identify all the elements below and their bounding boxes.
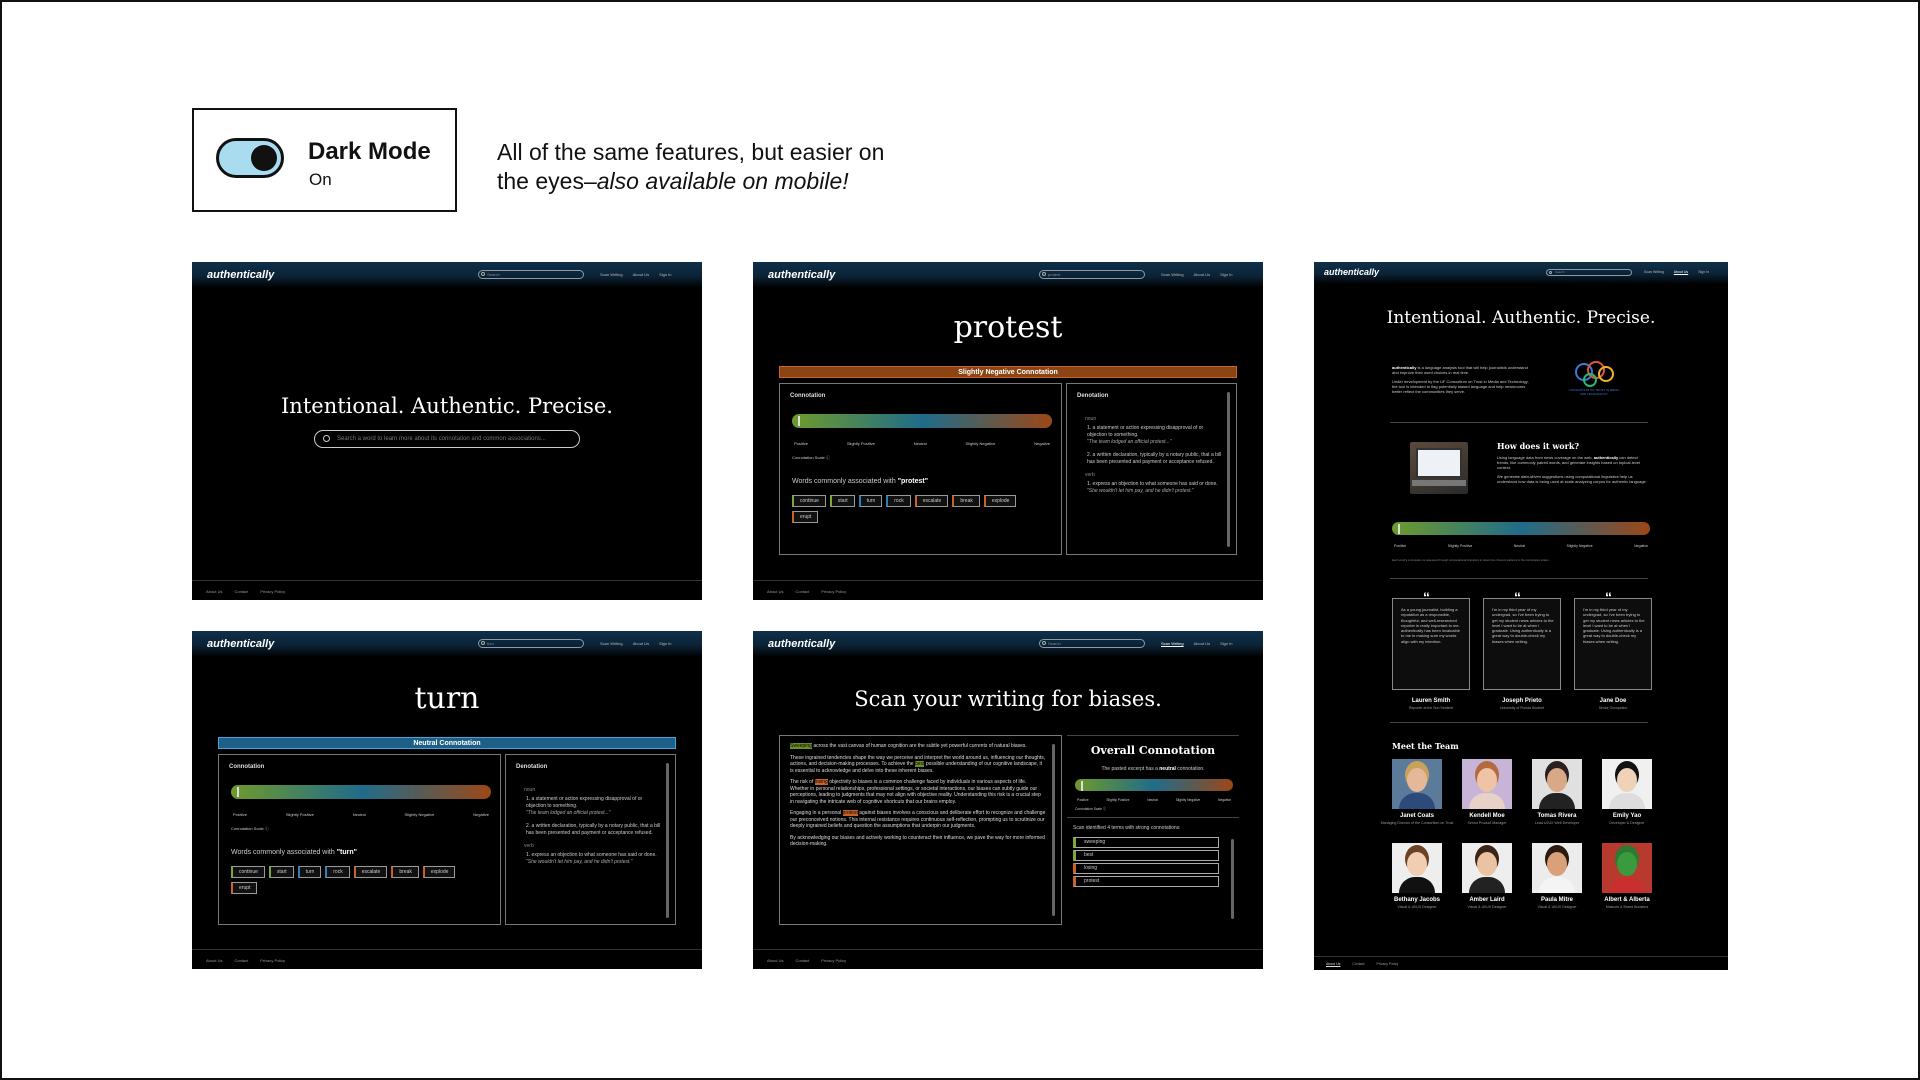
word-chip[interactable]: escalate (915, 495, 949, 507)
connotation-gradient-bar (231, 785, 491, 799)
testimonial-card: “ As a young journalist, building a reputation as a responsible, thoughtful, and well-researched reporter is really important to me. authentically has been invaluable to me in making sure my words align with my intention. (1392, 598, 1470, 690)
navbar (753, 631, 1263, 657)
nav-link-signin[interactable]: Sign In (1220, 641, 1233, 646)
dark-mode-state: On (309, 170, 332, 189)
term-item[interactable]: best (1073, 850, 1219, 861)
logo[interactable]: authentically (768, 638, 836, 650)
nav-search-input[interactable]: Search (478, 270, 584, 279)
team-member-role: Mascots & Brand Boosters (1605, 905, 1649, 909)
nav-link-scan[interactable]: Scan Writing (600, 641, 623, 646)
search-icon (323, 435, 330, 442)
word-title: turn (414, 681, 480, 716)
testimonial-card: “ I'm in my third year of my undergrad, so I've been trying to get my student news articles to the level I want to be at when I graduate. Using authentically is a great way to double-check my biases when writing. (1483, 598, 1561, 690)
footer (192, 580, 702, 600)
search-icon (1042, 272, 1046, 276)
footer (753, 580, 1263, 600)
team-member-role: Lead UI/UX Web Developer (1534, 821, 1580, 825)
associated-words-heading: Words commonly associated with "turn" (231, 849, 357, 856)
about-headline: Intentional. Authentic. Precise. (1386, 308, 1656, 328)
term-item[interactable]: losing (1073, 863, 1219, 874)
footer (1314, 956, 1728, 970)
overall-connotation-heading: Overall Connotation (1090, 744, 1216, 757)
quote-open-icon: “ (1605, 589, 1612, 605)
nav-links (1151, 272, 1233, 277)
denotation-text: noun 1. a statement or action expressing disapproval of or objection to something. "The team lodged an official protest..." 2. a written declaration, typically by a notary public, that a bill has been presented and payment or acceptance refused. verb 1. express an objection to what someone has said or done. "She wouldn't let him pay, and he didn't protest." (1085, 416, 1222, 494)
dark-mode-title: Dark Mode (308, 138, 431, 165)
word-chip[interactable]: break (391, 866, 419, 878)
nav-link-about[interactable]: About Us (1193, 641, 1211, 646)
footer-privacy[interactable]: Privacy Policy (260, 958, 286, 963)
word-chip[interactable]: start (269, 866, 294, 878)
hero-search-input[interactable]: Search a word to learn more about its connotation and common associations... (314, 430, 580, 448)
team-photo (1392, 843, 1442, 893)
nav-search-input[interactable]: Search (1546, 269, 1632, 276)
scan-headline: Scan your writing for biases. (854, 687, 1162, 711)
footer-privacy[interactable]: Privacy Policy (260, 589, 286, 594)
word-chip[interactable]: erupt (231, 882, 257, 894)
testimonial-role: Reporter at the Sun Sentinel (1408, 706, 1454, 710)
team-member-name: Tomas Rivera (1537, 813, 1577, 819)
nav-search-input[interactable]: protest (1039, 270, 1145, 279)
switch-knob (251, 145, 277, 171)
footer-about[interactable]: About Us (206, 589, 223, 594)
scan-text-panel[interactable] (779, 735, 1062, 925)
footer-privacy[interactable]: Privacy Policy (821, 958, 847, 963)
about-intro: authentically is a language analysis tool that will help journalists understand and improve their word choices in real time. Under development by the UF Consortium on Trust in Media and Technology, the tool is intended to flag potentially biased language and help newsrooms better reflect the communities they serve. (1392, 365, 1529, 394)
word-chip[interactable]: continue (792, 495, 826, 507)
team-member-role: Developer & Designer (1609, 821, 1645, 825)
footer (753, 949, 1263, 969)
connotation-scale-labels: Positive Slightly Positive Neutral Slightly Negative Negative (794, 441, 1050, 446)
screen-home (192, 262, 702, 600)
nav-links (1151, 641, 1233, 646)
word-chip[interactable]: turn (298, 866, 322, 878)
overall-scale-labels: Positive Slightly Positive Neutral Slightly Negative Negative (1077, 798, 1231, 802)
team-member-name: Amber Laird (1469, 897, 1505, 903)
terms-scrollbar[interactable] (1231, 839, 1234, 919)
footer-about[interactable]: About Us (206, 958, 223, 963)
word-chip[interactable]: rock (886, 495, 910, 507)
denotation-text: noun 1. a statement or action expressing disapproval of or objection to something. "The team lodged an official protest..." 2. a written declaration, typically by a notary public, that a bill has been presented and payment or acceptance refused. verb 1. express an objection to what someone has said or done. "She wouldn't let him pay, and he didn't protest." (524, 787, 661, 865)
team-photo (1462, 759, 1512, 809)
terms-heading: Scan identified 4 terms with strong connotations: (1073, 825, 1181, 831)
team-member-name: Paula Mitre (1540, 897, 1573, 903)
term-item[interactable]: protest (1073, 876, 1219, 887)
overall-divider (1067, 817, 1239, 818)
word-chip[interactable]: explode (423, 866, 456, 878)
nav-link-scan[interactable]: Scan Writing (1161, 641, 1184, 646)
overall-scale-info[interactable]: Connotation Scale ⓘ (1075, 807, 1107, 811)
connotation-banner: Slightly Negative Connotation (779, 366, 1237, 378)
team-heading: Meet the Team (1392, 741, 1459, 751)
scan-text: Sweeping across the vast canvas of human cognition are the subtle yet powerful currents of natural biases. These ingrained tendencies shape the way we perceive and interpret the world around us, influencing our thoughts, actions, and decision-making processes. To achieve the best possible understanding of our cognitive landscape, it is essential to acknowledge and delve into these inherent biases. The risk of losing objectivity to biases is a common challenge faced by individuals in various aspects of life. Whether in personal relationships, professional settings, or societal interactions, our biases can subtly guide our perceptions, leading to judgments that may not align with objective reality. Understanding this risk is a crucial step in navigating the intricate web of cognitive shortcuts that our brains employ. Engaging in a personal protest against biases involves a conscious and deliberate effort to recognize and challenge our preconceived notions. This internal resistance requires continuous self-reflection, prompting us to scrutinize our deeply ingrained beliefs and question the assumptions that underpin our judgments. By acknowledging our biases and actively working to counteract their influence, we pave the way for more informed decision-making. (790, 743, 1046, 847)
footer-about[interactable]: About Us (767, 589, 784, 594)
quote-open-icon: “ (1423, 589, 1430, 605)
team-photo (1462, 843, 1512, 893)
search-icon (481, 272, 485, 276)
testimonial-role: University of Florida Student (1500, 706, 1544, 710)
word-chip[interactable]: explode (984, 495, 1017, 507)
denotation-scrollbar[interactable] (1227, 392, 1230, 547)
nav-search-input[interactable]: Search (1039, 639, 1145, 648)
word-chip[interactable]: continue (231, 866, 265, 878)
logo[interactable]: authentically (1324, 267, 1380, 277)
word-chip[interactable]: erupt (792, 511, 818, 523)
connotation-scale-labels: Positive Slightly Positive Neutral Slightly Negative Negative (233, 812, 489, 817)
footer-privacy[interactable]: Privacy Policy (821, 589, 847, 594)
nav-link-scan[interactable]: Scan Writing (600, 272, 623, 277)
highlight-sweeping[interactable]: Sweeping (790, 743, 812, 749)
word-chip[interactable]: turn (859, 495, 883, 507)
team-member-role: Managing Director of the Consortium on Trust (1380, 821, 1454, 825)
nav-link-signin[interactable]: Sign In (659, 272, 672, 277)
about-scale-labels: Positive Slightly Positive Neutral Slightly Negative Negative (1394, 544, 1648, 548)
tagline-line1: All of the same features, but easier on (497, 139, 885, 165)
word-title: protest (953, 310, 1063, 345)
nav-links (590, 272, 672, 277)
connotation-banner: Neutral Connotation (218, 737, 676, 749)
team-member-name: Albert & Alberta (1604, 897, 1650, 903)
nav-link-signin[interactable]: Sign In (1698, 270, 1710, 274)
term-list (1073, 837, 1223, 927)
how-text: Using language data from news coverage on the web, authentically can detect trends, like commonly paired words, and generate insights based on topical-level context. We generate data-driven suggestions using computational linguistics help us understand how data is being used at scale analyzing corpus for authentic language. (1497, 455, 1647, 484)
team-photo (1602, 843, 1652, 893)
nav-search-input[interactable]: turn (478, 639, 584, 648)
highlight-best[interactable]: best (914, 761, 925, 767)
footer-contact[interactable]: Contact (234, 958, 249, 963)
logo[interactable]: authentically (207, 638, 275, 650)
team-photo (1532, 843, 1582, 893)
team-member-name: Kendell Moe (1469, 813, 1505, 819)
testimonial-role: Senior Occupation (1598, 706, 1628, 710)
team-member-name: Bethany Jacobs (1393, 897, 1441, 903)
word-chip[interactable]: break (952, 495, 980, 507)
nav-links (590, 641, 672, 646)
footer-contact[interactable]: Contact (795, 958, 810, 963)
footer (192, 949, 702, 969)
testimonial-name: Joseph Prieto (1502, 698, 1542, 704)
overall-divider-top (1067, 735, 1239, 736)
tagline-italic: also available on mobile! (596, 168, 849, 194)
tagline (497, 138, 884, 196)
connotation-scale-info[interactable]: Connotation Scale ⓘ (792, 455, 830, 460)
connotation-panel (779, 383, 1062, 555)
nav-link-signin[interactable]: Sign In (1220, 272, 1233, 277)
hero-headline: Intentional. Authentic. Precise. (281, 394, 613, 418)
footer-contact[interactable]: Contact (795, 589, 810, 594)
word-chip[interactable]: rock (325, 866, 349, 878)
footer-contact[interactable]: Contact (1352, 962, 1365, 966)
testimonial-name: Lauren Smith (1411, 698, 1451, 704)
nav-link-about[interactable]: About Us (632, 641, 650, 646)
consortium-label: CONSORTIUM ON TRUST IN MEDIA AND TECHNOLOGY (1568, 388, 1620, 396)
team-photo (1602, 759, 1652, 809)
connotation-panel (218, 754, 501, 925)
connotation-scale-info[interactable]: Connotation Scale ⓘ (231, 826, 269, 831)
footer-privacy[interactable]: Privacy Policy (1376, 962, 1399, 966)
term-item[interactable]: sweeping (1073, 837, 1219, 848)
scan-scrollbar[interactable] (1052, 744, 1055, 916)
screen-turn (192, 631, 702, 969)
denotation-panel (505, 754, 676, 925)
associated-chips (792, 495, 1032, 523)
nav-link-scan[interactable]: Scan Writing (1161, 272, 1184, 277)
team-member-name: Janet Coats (1399, 813, 1434, 819)
denotation-scrollbar[interactable] (666, 763, 669, 918)
word-chip[interactable]: start (830, 495, 855, 507)
footer-about[interactable]: About Us (767, 958, 784, 963)
connotation-heading: Connotation (790, 393, 826, 399)
scale-note: Each word's connotation is assessed through computational linguistics to determine inherent patterns in the connotative scales. (1392, 558, 1550, 562)
team-member-role: Visual & UI/UX Designer (1397, 905, 1437, 909)
denotation-heading: Denotation (516, 764, 548, 770)
team-member-role: Visual & UI/UX Designer (1537, 905, 1577, 909)
team-photo (1532, 759, 1582, 809)
footer-contact[interactable]: Contact (234, 589, 249, 594)
denotation-panel (1066, 383, 1237, 555)
word-chip[interactable]: escalate (354, 866, 388, 878)
nav-link-signin[interactable]: Sign In (659, 641, 672, 646)
search-icon (1042, 641, 1046, 645)
screen-protest (753, 262, 1263, 600)
search-icon (481, 641, 485, 645)
team-photo (1392, 759, 1442, 809)
navbar (192, 262, 702, 288)
screen-scan (753, 631, 1263, 969)
screen-about (1314, 262, 1728, 970)
nav-link-scan[interactable]: Scan Writing (1644, 270, 1664, 274)
team-member-role: Visual & UI/UX Designer (1467, 905, 1507, 909)
nav-link-about[interactable]: About Us (1673, 270, 1689, 274)
testimonial-name: Jane Doe (1599, 698, 1627, 704)
navbar (753, 262, 1263, 288)
how-heading: How does it work? (1497, 441, 1580, 451)
team-grid (1314, 262, 1728, 970)
tagline-plain: the eyes– (497, 168, 597, 194)
navbar (192, 631, 702, 657)
team-member-name: Emily Yao (1612, 813, 1642, 819)
associated-chips (231, 866, 471, 894)
dark-mode-switch[interactable] (216, 138, 284, 178)
testimonial-card: “ I'm in my third year of my undergrad, so I've been trying to get my student news articles to the level I want to be at when I graduate. Using authentically is a great way to double-check my biases when writing. (1574, 598, 1652, 690)
logo[interactable]: authentically (768, 269, 836, 281)
connotation-gradient-bar (792, 414, 1052, 428)
associated-words-heading: Words commonly associated with "protest" (792, 478, 929, 485)
footer-about[interactable]: About Us (1326, 962, 1341, 966)
overall-gradient-bar (1075, 779, 1233, 791)
connotation-heading: Connotation (229, 764, 265, 770)
highlight-losing[interactable]: losing (814, 779, 828, 785)
tagline-line2 (497, 167, 884, 196)
dark-mode-toggle-card (192, 108, 457, 212)
denotation-heading: Denotation (1077, 393, 1109, 399)
nav-link-about[interactable]: About Us (632, 272, 650, 277)
team-member-role: Senior Product Manager (1467, 821, 1507, 825)
logo[interactable]: authentically (207, 269, 275, 281)
overall-connotation-text: The pasted excerpt has a neutral connotation. (1101, 766, 1205, 772)
nav-link-about[interactable]: About Us (1193, 272, 1211, 277)
highlight-protest[interactable]: protest (842, 810, 858, 816)
quote-open-icon: “ (1514, 589, 1521, 605)
